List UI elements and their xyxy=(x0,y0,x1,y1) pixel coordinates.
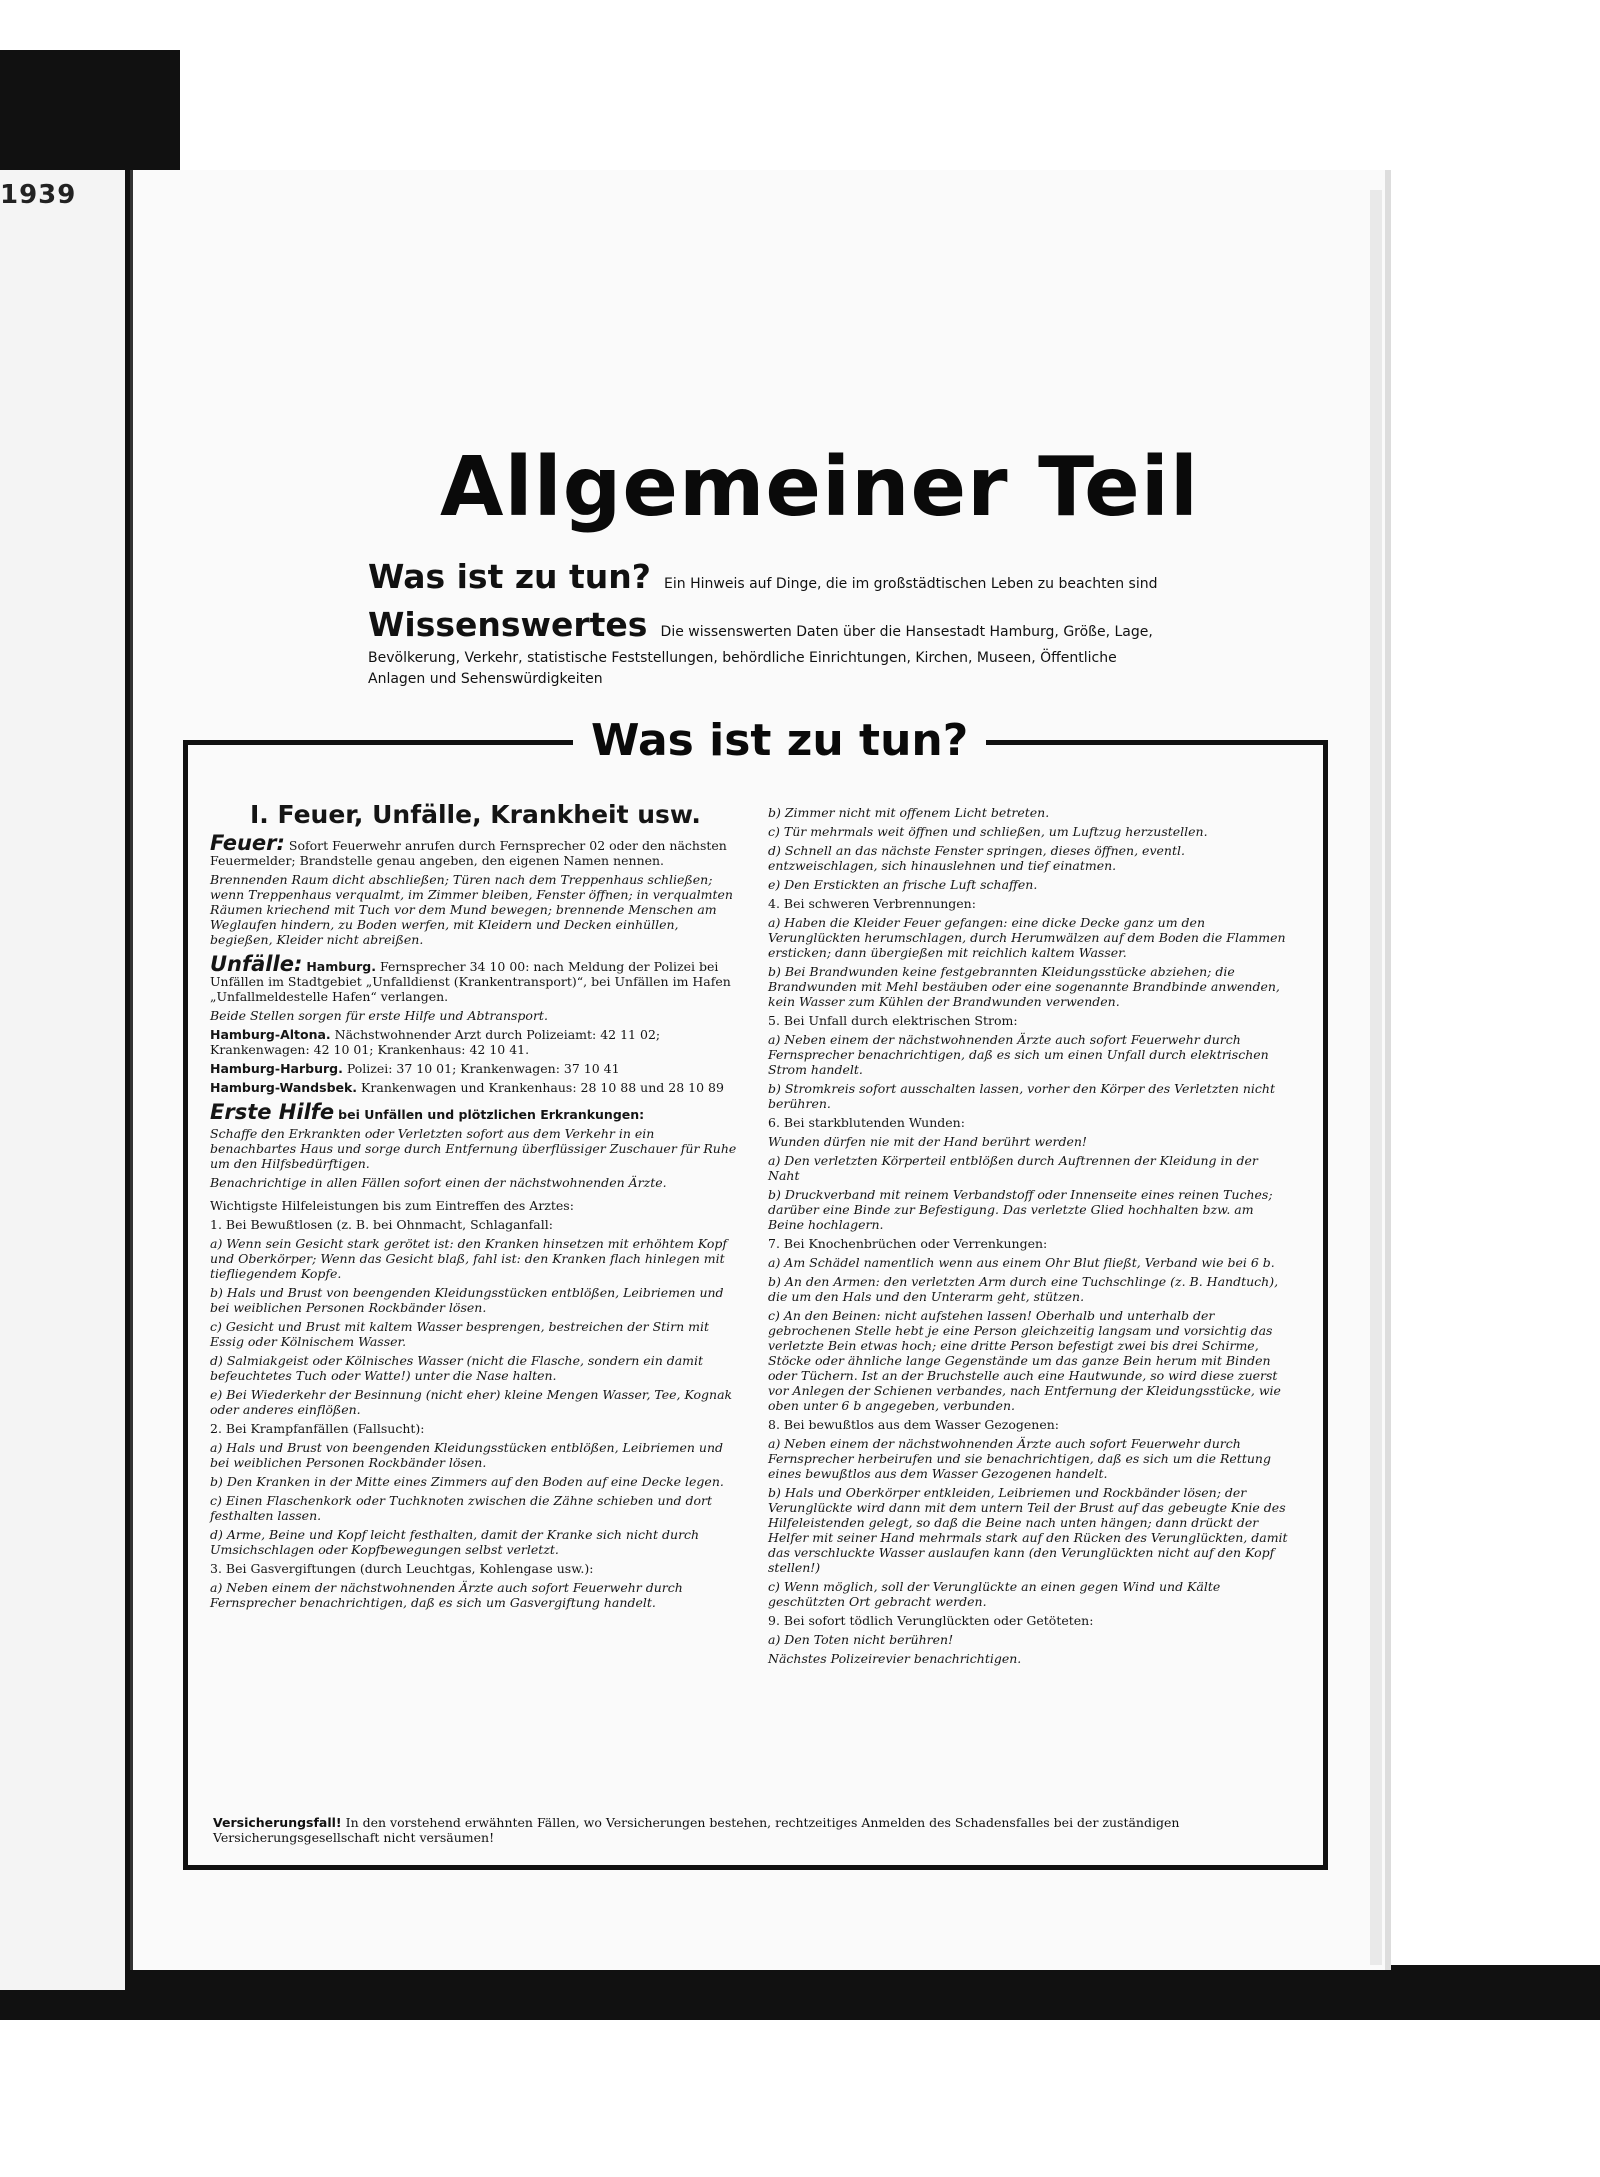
point-6: 6. Bei starkblutenden Wunden: xyxy=(768,1115,965,1130)
intro-text-1: Ein Hinweis auf Dinge, die im großstädtischen Leben zu beachten sind xyxy=(664,576,1158,592)
point-5a: a) Neben einem der nächstwohnenden Ärzte auch sofort Feuerwehr durch Fernsprecher benachrichtigen, daß es sich um einen Unfall durch elektrischen Strom handelt. xyxy=(768,1032,1269,1077)
point-2d: d) Arme, Beine und Kopf leicht festhalten, damit der Kranke sich nicht durch Umsichschlagen oder Kopfbewegungen selbst verletzt. xyxy=(210,1527,700,1557)
point-3a: a) Neben einem der nächstwohnenden Ärzte auch sofort Feuerwehr durch Fernsprecher benachrichtigen, daß es sich um Gasvergiftung handelt. xyxy=(210,1580,683,1610)
point-8a: a) Neben einem der nächstwohnenden Ärzte auch sofort Feuerwehr durch Fernsprecher herbeirufen und sie benachrichtigen, daß es sich um die Rettung eines bewußtlos aus dem Wasser Gezogenen handelt. xyxy=(768,1436,1271,1481)
left-page-edge xyxy=(0,170,125,1990)
intro-text-2c: Anlagen und Sehenswürdigkeiten xyxy=(368,671,603,687)
wichtigste: Wichtigste Hilfeleistungen bis zum Eintreffen des Arztes: xyxy=(210,1198,574,1213)
wandsbek-text: Krankenwagen und Krankenhaus: 28 10 88 und 28 10 89 xyxy=(361,1080,724,1095)
page-title: Allgemeiner Teil xyxy=(440,440,1200,535)
altona-text: Nächstwohnender Arzt durch Polizeiamt: 42 11 02; Krankenwagen: 42 10 01; Krankenhaus: 42 10 41. xyxy=(210,1027,661,1057)
wandsbek-label: Hamburg-Wandsbek. xyxy=(210,1080,358,1095)
point-4: 4. Bei schweren Verbrennungen: xyxy=(768,896,976,911)
box-title: Was ist zu tun? xyxy=(573,715,986,766)
point-1a: a) Wenn sein Gesicht stark gerötet ist: den Kranken hinsetzen mit erhöhtem Kopf und Oberkörper; Wenn das Gesicht blaß, fahl ist: den Kranken flach hinlegen mit tiefliegendem Kopfe. xyxy=(210,1236,728,1281)
intro-row-1 xyxy=(368,557,1158,596)
info-box xyxy=(183,715,1328,1870)
point-8: 8. Bei bewußtlos aus dem Wasser Gezogenen: xyxy=(768,1417,1059,1432)
intro-row-2 xyxy=(368,605,1153,644)
bottom-scan-strip xyxy=(130,1965,1600,2020)
point-8c: c) Wenn möglich, soll der Verunglückte an einen gegen Wind und Kälte geschützten Ort gebracht werden. xyxy=(768,1579,1221,1609)
point-4a: a) Haben die Kleider Feuer gefangen: eine dicke Decke ganz um den Verunglückten herumschlagen, durch Herumwälzen auf dem Boden die Flammen ersticken; dann übergießen mit reichlich kaltem Wasser. xyxy=(768,915,1286,960)
page-edge xyxy=(1370,190,1382,1965)
point-8b: b) Hals und Oberkörper entkleiden, Leibriemen und Rockbänder lösen; der Verunglückte wird dann mit dem untern Teil der Brust auf das gebeugte Knie des Hilfeleistenden gelegt, so daß die Beine nach unten hängen; dann drückt der Helfer mit seiner Hand mehrmals stark auf den Rücken des Verunglückten, damit das verschluckte Wasser auslaufen kann (den Verunglückten nicht auf den Kopf stellen!) xyxy=(768,1485,1288,1575)
unfaelle-text-2: Beide Stellen sorgen für erste Hilfe und Abtransport. xyxy=(210,1008,548,1023)
feuer-text-2: Brennenden Raum dicht abschließen; Türen nach dem Treppenhaus schließen; wenn Treppenhaus verqualmt, im Zimmer bleiben, Fenster öffnen; in verqualmten Räumen kriechend mit Tuch vor dem Mund bewegen; brennende Menschen am Weglaufen hindern, zu Boden werfen, mit Kleidern und Decken einhüllen, begießen, Kleider nicht abreißen. xyxy=(210,872,733,947)
point-3c: c) Tür mehrmals weit öffnen und schließen, um Luftzug herzustellen. xyxy=(768,824,1208,839)
point-7a: a) Am Schädel namentlich wenn aus einem Ohr Blut fließt, Verband wie bei 6 b. xyxy=(768,1255,1275,1270)
point-1d: d) Salmiakgeist oder Kölnisches Wasser (nicht die Flasche, sondern ein damit befeuchtetes Tuch oder Watte!) unter die Nase halten. xyxy=(210,1353,704,1383)
point-2b: b) Den Kranken in der Mitte eines Zimmers auf den Boden auf eine Decke legen. xyxy=(210,1474,724,1489)
point-7c: c) An den Beinen: nicht aufstehen lassen! Oberhalb und unterhalb der gebrochenen Stelle hebt je eine Person gleichzeitig langsam und vorsichtig das verletzte Bein etwas hoch; eine dritte Person befestigt zwei bis drei Schirme, Stöcke oder ähnliche lange Gegenstände um das ganze Bein herum mit Binden oder Tüchern. Ist an der Bruchstelle auch eine Hautwunde, so wird diese zuerst vor Anlegen der Schienen verbandes, nach Entfernung der Kleidungsstücke, wie oben unter 6 b angegeben, verbunden. xyxy=(768,1308,1281,1413)
label-unfaelle: Unfälle: xyxy=(210,952,303,976)
point-3d: d) Schnell an das nächste Fenster springen, dieses öffnen, eventl. entzweischlagen, sich hinauslehnen und tief einatmen. xyxy=(768,843,1185,873)
left-column xyxy=(210,800,740,1614)
erste-hilfe-sub: bei Unfällen und plötzlichen Erkrankungen: xyxy=(338,1107,645,1122)
point-3b: b) Zimmer nicht mit offenem Licht betreten. xyxy=(768,805,1050,820)
intro-text-2a: Die wissenswerten Daten über die Hansestadt Hamburg, Größe, Lage, xyxy=(660,624,1153,640)
point-1b: b) Hals und Brust von beengenden Kleidungsstücken entblößen, Leibriemen und bei weiblichen Personen Rockbänder lösen. xyxy=(210,1285,724,1315)
point-6a: a) Den verletzten Körperteil entblößen durch Auftrennen der Kleidung in der Naht xyxy=(768,1153,1258,1183)
point-6b: b) Druckverband mit reinem Verbandstoff oder Innenseite eines reinen Tuches; darüber eine Binde zur Befestigung. Das verletzte Glied hochhalten bzw. am Beine hochlagern. xyxy=(768,1187,1273,1232)
point-7: 7. Bei Knochenbrüchen oder Verrenkungen: xyxy=(768,1236,1048,1251)
point-1: 1. Bei Bewußtlosen (z. B. bei Ohnmacht, Schlaganfall: xyxy=(210,1217,553,1232)
point-2a: a) Hals und Brust von beengenden Kleidungsstücken entblößen, Leibriemen und bei weiblichen Personen Rockbänder lösen. xyxy=(210,1440,723,1470)
point-7b: b) An den Armen: den verletzten Arm durch eine Tuchschlinge (z. B. Handtuch), die um den Hals und den Unterarm geht, stützen. xyxy=(768,1274,1279,1304)
point-9a: a) Den Toten nicht berühren! xyxy=(768,1632,954,1647)
section-heading: I. Feuer, Unfälle, Krankheit usw. xyxy=(250,800,701,829)
point-3: 3. Bei Gasvergiftungen (durch Leuchtgas, Kohlengase usw.): xyxy=(210,1561,594,1576)
insurance-note xyxy=(213,1815,1303,1845)
erste-hilfe-1: Schaffe den Erkrankten oder Verletzten sofort aus dem Verkehr in ein benachbartes Haus und sorge durch Entfernung überflüssiger Zuschauer für Ruhe um den Hilfsbedürftigen. xyxy=(210,1126,737,1171)
intro-text-2b: Bevölkerung, Verkehr, statistische Feststellungen, behördliche Einrichtungen, Kirchen, Museen, Öffentliche xyxy=(368,650,1117,666)
point-3e: e) Den Erstickten an frische Luft schaffen. xyxy=(768,877,1038,892)
harburg-label: Hamburg-Harburg. xyxy=(210,1061,343,1076)
unfaelle-hamburg: Hamburg. xyxy=(306,959,376,974)
point-6-note: Wunden dürfen nie mit der Hand berührt werden! xyxy=(768,1134,1087,1149)
harburg-text: Polizei: 37 10 01; Krankenwagen: 37 10 41 xyxy=(346,1061,620,1076)
intro-head-1: Was ist zu tun? xyxy=(368,557,651,596)
erste-hilfe-2: Benachrichtige in allen Fällen sofort einen der nächstwohnenden Ärzte. xyxy=(210,1175,667,1190)
point-5b: b) Stromkreis sofort ausschalten lassen, vorher den Körper des Verletzten nicht berühren. xyxy=(768,1081,1275,1111)
left-page-year: 1939 xyxy=(0,180,77,210)
point-1e: e) Bei Wiederkehr der Besinnung (nicht eher) kleine Mengen Wasser, Tee, Kognak oder anderes einflößen. xyxy=(210,1387,733,1417)
point-4b: b) Bei Brandwunden keine festgebrannten Kleidungsstücke abziehen; die Brandwunden mit Mehl bestäuben oder eine sogenannte Brandbinde anwenden, kein Wasser zum Kühlen der Brandwunden verwenden. xyxy=(768,964,1280,1009)
unfaelle-text-1: Fernsprecher 34 10 00: nach Meldung der Polizei bei Unfällen im Stadtgebiet „Unfalldienst (Krankentransport)“, bei Unfällen im Hafen „Unfallmeldestelle Hafen“ verlangen. xyxy=(210,959,731,1004)
point-5: 5. Bei Unfall durch elektrischen Strom: xyxy=(768,1013,1018,1028)
altona-label: Hamburg-Altona. xyxy=(210,1027,331,1042)
intro-head-2: Wissenswertes xyxy=(368,605,648,644)
label-erste-hilfe: Erste Hilfe xyxy=(210,1100,335,1124)
label-feuer: Feuer: xyxy=(210,831,285,855)
point-9: 9. Bei sofort tödlich Verunglückten oder Getöteten: xyxy=(768,1613,1094,1628)
insurance-text: In den vorstehend erwähnten Fällen, wo Versicherungen bestehen, rechtzeitiges Anmelden des Schadensfalles bei der zuständigen Versicherungsgesellschaft nicht versäumen! xyxy=(213,1815,1180,1845)
point-1c: c) Gesicht und Brust mit kaltem Wasser besprengen, bestreichen der Stirn mit Essig oder Kölnischem Wasser. xyxy=(210,1319,710,1349)
feuer-text-1: Sofort Feuerwehr anrufen durch Fernsprecher 02 oder den nächsten Feuermelder; Brandstelle genau angeben, den eigenen Namen nennen. xyxy=(210,838,727,868)
insurance-label: Versicherungsfall! xyxy=(213,1815,342,1830)
point-2: 2. Bei Krampfanfällen (Fallsucht): xyxy=(210,1421,425,1436)
right-column xyxy=(768,805,1293,1670)
point-9b: Nächstes Polizeirevier benachrichtigen. xyxy=(768,1651,1022,1666)
point-2c: c) Einen Flaschenkork oder Tuchknoten zwischen die Zähne schieben und dort festhalten lassen. xyxy=(210,1493,713,1523)
